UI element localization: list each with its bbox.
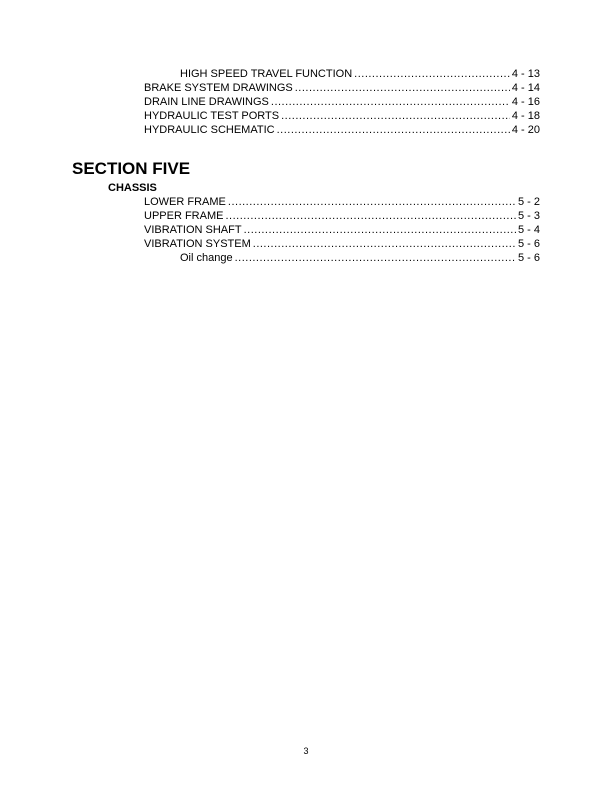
toc-entry-label: Oil change [180, 252, 233, 264]
toc-entry-high-speed-travel-function[interactable] [180, 67, 540, 81]
chapter-heading: CHASSIS [108, 182, 157, 194]
toc-entry-vibration-shaft[interactable] [144, 223, 540, 237]
toc-entry-page: 4 - 13 [511, 68, 540, 80]
toc-entry-brake-system-drawings[interactable] [144, 81, 540, 95]
toc-entry-label: LOWER FRAME [144, 196, 226, 208]
toc-entry-page: 4 - 18 [511, 110, 540, 122]
toc-entry-label: VIBRATION SHAFT [144, 224, 242, 236]
dot-leader [354, 67, 510, 81]
toc-entry-page: 4 - 16 [511, 96, 540, 108]
page-number: 3 [303, 746, 309, 756]
toc-entry-page: 4 - 20 [511, 124, 540, 136]
dot-leader [277, 123, 510, 137]
toc-entry-hydraulic-schematic[interactable] [144, 123, 540, 137]
toc-entry-vibration-system[interactable] [144, 237, 540, 251]
section-heading: SECTION FIVE [72, 159, 191, 178]
toc-entry-oil-change[interactable] [180, 251, 540, 265]
toc-entry-label: BRAKE SYSTEM DRAWINGS [144, 82, 293, 94]
toc-entry-label: DRAIN LINE DRAWINGS [144, 96, 269, 108]
toc-entry-page: 5 - 3 [517, 210, 540, 222]
dot-leader [235, 251, 516, 265]
toc-entry-label: UPPER FRAME [144, 210, 224, 222]
toc-entry-upper-frame[interactable] [144, 209, 540, 223]
toc-entry-label: VIBRATION SYSTEM [144, 238, 251, 250]
toc-entry-page: 5 - 6 [517, 238, 540, 250]
toc-entry-page: 5 - 2 [517, 196, 540, 208]
toc-entry-label: HYDRAULIC SCHEMATIC [144, 124, 275, 136]
dot-leader [295, 81, 510, 95]
toc-entry-label: HIGH SPEED TRAVEL FUNCTION [180, 68, 353, 80]
dot-leader [253, 237, 516, 251]
toc-entry-page: 5 - 6 [517, 252, 540, 264]
dot-leader [244, 223, 516, 237]
toc-entry-label: HYDRAULIC TEST PORTS [144, 110, 280, 122]
toc-entry-hydraulic-test-ports[interactable] [144, 109, 540, 123]
dot-leader [225, 209, 516, 223]
dot-leader [228, 195, 516, 209]
toc-entry-page: 4 - 14 [511, 82, 540, 94]
toc-entry-lower-frame[interactable] [144, 195, 540, 209]
dot-leader [281, 109, 510, 123]
dot-leader [271, 95, 510, 109]
toc-entry-drain-line-drawings[interactable] [144, 95, 540, 109]
toc-entry-page: 5 - 4 [517, 224, 540, 236]
